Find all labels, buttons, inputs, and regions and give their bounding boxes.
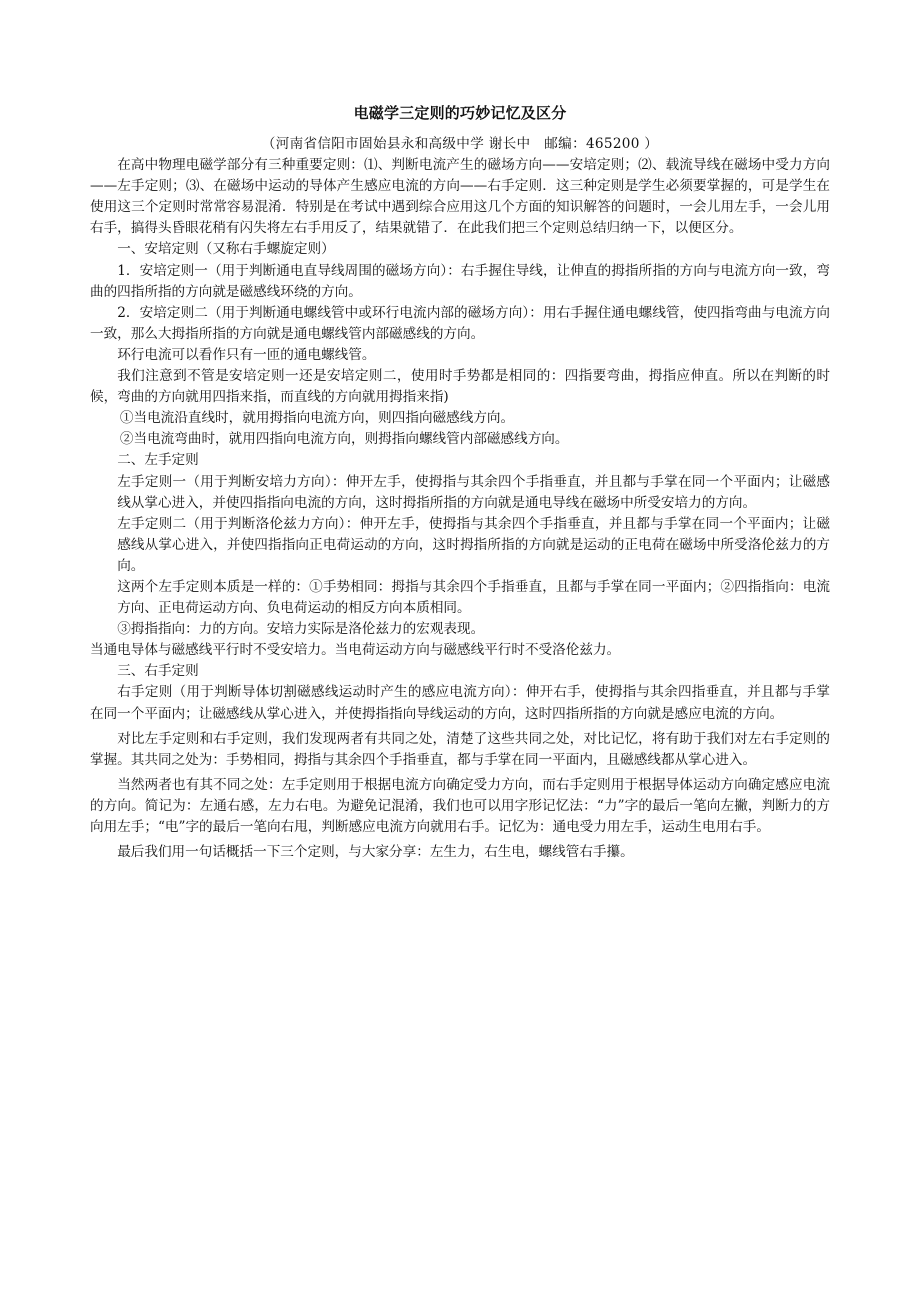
left-hand-rule-one: 左手定则一（用于判断安培力方向）：伸开左手，使拇指与其余四个手指垂直，并且都与手掌在同一个平面内；让磁感线从掌心进入，并使四指指向电流的方向，这时拇指所指的方向就是通电导线在磁场中所受安培力的方向。: [117, 473, 830, 511]
ampere-gesture-note: 我们注意到不管是安培定则一还是安培定则二，使用时手势都是相同的：四指要弯曲，拇指应伸直。所以在判断的时候，弯曲的方向就用四指来指，而直线的方向就用拇指来指): [90, 368, 830, 406]
comparison-paragraph: 对比左手定则和右手定则，我们发现两者有共同之处，清楚了这些共同之处，对比记忆，将有助于我们对左右手定则的掌握。其共同之处为：手势相同，拇指与其余四个手指垂直，都与手掌在同一平面内，且磁感线都从掌心进入。: [90, 730, 830, 768]
author-line: （河南省信阳市固始县永和高级中学 谢长中 邮编：465200 ）: [261, 136, 659, 152]
summary-paragraph: 最后我们用一句话概括一下三个定则，与大家分享：左生力，右生电，螺线管右手攥。: [117, 844, 634, 861]
intro-paragraph: 在高中物理电磁学部分有三种重要定则：⑴、判断电流产生的磁场方向——安培定则；⑵、载流导线在磁场中受力方向——左手定则；⑶、在磁场中运动的导体产生感应电流的方向——右手定则．这三种定则是学生必须要掌握的，可是学生在使用这三个定则时常常容易混淆．特别是在考试中遇到综合应用这几个方面的知识解答的问题时，一会儿用左手，一会儿用右手，搞得头昏眼花稍有闪失将左右手用反了，结果就错了．在此我们把三个定则总结归纳一下，以便区分。: [90, 157, 830, 237]
section-heading-left-hand: 二、左手定则: [117, 452, 199, 469]
left-hand-thumb-note: ③拇指指向：力的方向。安培力实际是洛伦兹力的宏观表现。: [117, 621, 485, 638]
section-heading-ampere: 一、安培定则（又称右手螺旋定则）: [117, 241, 335, 258]
ampere-case-curved: ②当电流弯曲时，就用四指向电流方向，则拇指向螺线管内部磁感线方向。: [119, 431, 569, 448]
ampere-rule-one: 1．安培定则一（用于判断通电直导线周围的磁场方向）：右手握住导线，让伸直的拇指所指的方向与电流方向一致，弯曲的四指所指的方向就是磁感线环绕的方向。: [90, 262, 830, 300]
right-hand-rule: 右手定则（用于判断导体切割磁感线运动时产生的感应电流方向）：伸开右手，使拇指与其余四指垂直，并且都与手掌在同一个平面内；让磁感线从掌心进入，并使拇指指向导线运动的方向，这时四指所指的方向就是感应电流的方向。: [90, 684, 830, 722]
ampere-case-straight: ①当电流沿直线时，就用拇指向电流方向，则四指向磁感线方向。: [119, 410, 515, 427]
ampere-rule-two: 2．安培定则二（用于判断通电螺线管中或环行电流内部的磁场方向）：用右手握住通电螺线管，使四指弯曲与电流方向一致，那么大拇指所指的方向就是通电螺线管内部磁感线的方向。: [90, 304, 830, 342]
left-hand-essence: 这两个左手定则本质是一样的：①手势相同：拇指与其余四个手指垂直，且都与手掌在同一平面内；②四指指向：电流方向、正电荷运动方向、负电荷运动的相反方向本质相同。: [117, 578, 830, 617]
parallel-no-force-note: 当通电导体与磁感线平行时不受安培力。当电荷运动方向与磁感线平行时不受洛伦兹力。: [90, 642, 621, 659]
ring-current-note: 环行电流可以看作只有一匝的通电螺线管。: [117, 346, 376, 363]
document-page: [90, 96, 830, 863]
difference-paragraph: 当然两者也有其不同之处：左手定则用于根据电流方向确定受力方向，而右手定则用于根据导体运动方向确定感应电流的方向。简记为：左通右感，左力右电。为避免记混淆，我们也可以用字形记忆法：“力”字的最后一笔向左撇，判断力的方向用左手；“电”字的最后一笔向右甩，判断感应电流方向就用右手。记忆为：通电受力用左手，运动生电用右手。: [90, 776, 830, 835]
section-heading-right-hand: 三、右手定则: [117, 663, 199, 680]
left-hand-rule-two: 左手定则二（用于判断洛伦兹力方向）：伸开左手，使拇指与其余四个手指垂直，并且都与手掌在同一个平面内；让磁感线从掌心进入，并使四指指向正电荷运动的方向，这时拇指所指的方向就是运动的正电荷在磁场中所受洛伦兹力的方向。: [117, 515, 830, 574]
document-title: 电磁学三定则的巧妙记忆及区分: [353, 104, 567, 122]
